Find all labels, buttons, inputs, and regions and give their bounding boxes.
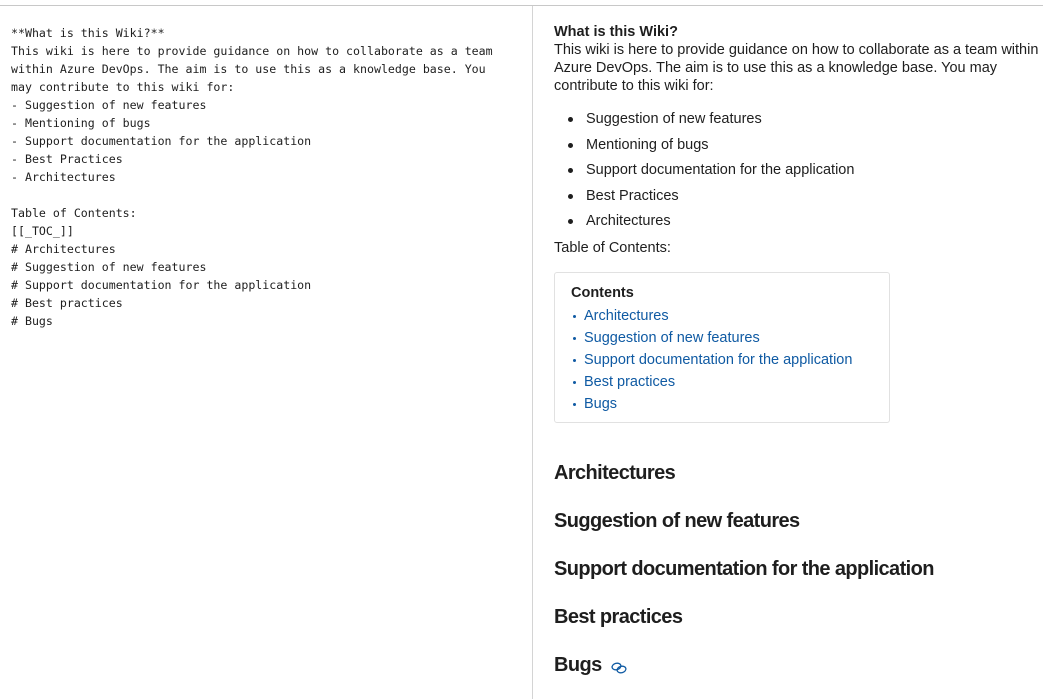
list-item: Support documentation for the application xyxy=(554,161,1039,179)
contribution-list xyxy=(554,110,1039,230)
toc-link-support[interactable]: Support documentation for the application xyxy=(571,349,873,371)
preview-intro: This wiki is here to provide guidance on how to collaborate as a team within Azure DevOps. The aim is to use this as a knowledge base. You may contribute to this wiki for: xyxy=(554,42,1039,94)
preview-title: What is this Wiki? xyxy=(554,24,678,40)
editor-text[interactable]: **What is this Wiki?** This wiki is here to provide guidance on how to collaborate as a team within Azure DevOps. The aim is to use this as a knowledge base. You may contribute to this wiki for: - Suggestion of new features - Mentioning of bugs - Support documentation for the application - Best Practices - Architectures Table of Contents: [[_TOC_]] # Architectures # Suggestion of new features # Support documentation for the application # Best practices # Bugs xyxy=(11,26,493,328)
markdown-editor[interactable] xyxy=(0,6,533,699)
table-of-contents xyxy=(554,272,890,423)
list-item: Mentioning of bugs xyxy=(554,136,1039,154)
list-item: Best Practices xyxy=(554,187,1039,205)
heading-architectures: Architectures xyxy=(554,462,676,485)
link-icon[interactable] xyxy=(610,657,628,671)
bullet-icon xyxy=(573,403,576,406)
toc-link-suggestion[interactable]: Suggestion of new features xyxy=(571,327,873,349)
heading-best-practices: Best practices xyxy=(554,606,683,629)
toc-link-architectures[interactable]: Architectures xyxy=(571,305,873,327)
bullet-icon xyxy=(573,381,576,384)
list-item: Suggestion of new features xyxy=(554,110,1039,128)
bullet-icon xyxy=(573,337,576,340)
toc-heading: Contents xyxy=(571,285,634,302)
heading-suggestion: Suggestion of new features xyxy=(554,510,800,533)
bullet-icon xyxy=(573,359,576,362)
markdown-preview xyxy=(534,6,1043,699)
bullet-icon xyxy=(573,315,576,318)
heading-support: Support documentation for the application xyxy=(554,558,934,581)
heading-bugs: Bugs xyxy=(554,653,1039,699)
toc-link-best-practices[interactable]: Best practices xyxy=(571,371,873,393)
toc-label: Table of Contents: xyxy=(554,240,671,257)
toc-link-bugs[interactable]: Bugs xyxy=(571,393,873,415)
list-item: Architectures xyxy=(554,212,1039,230)
section-headings xyxy=(554,461,1039,699)
